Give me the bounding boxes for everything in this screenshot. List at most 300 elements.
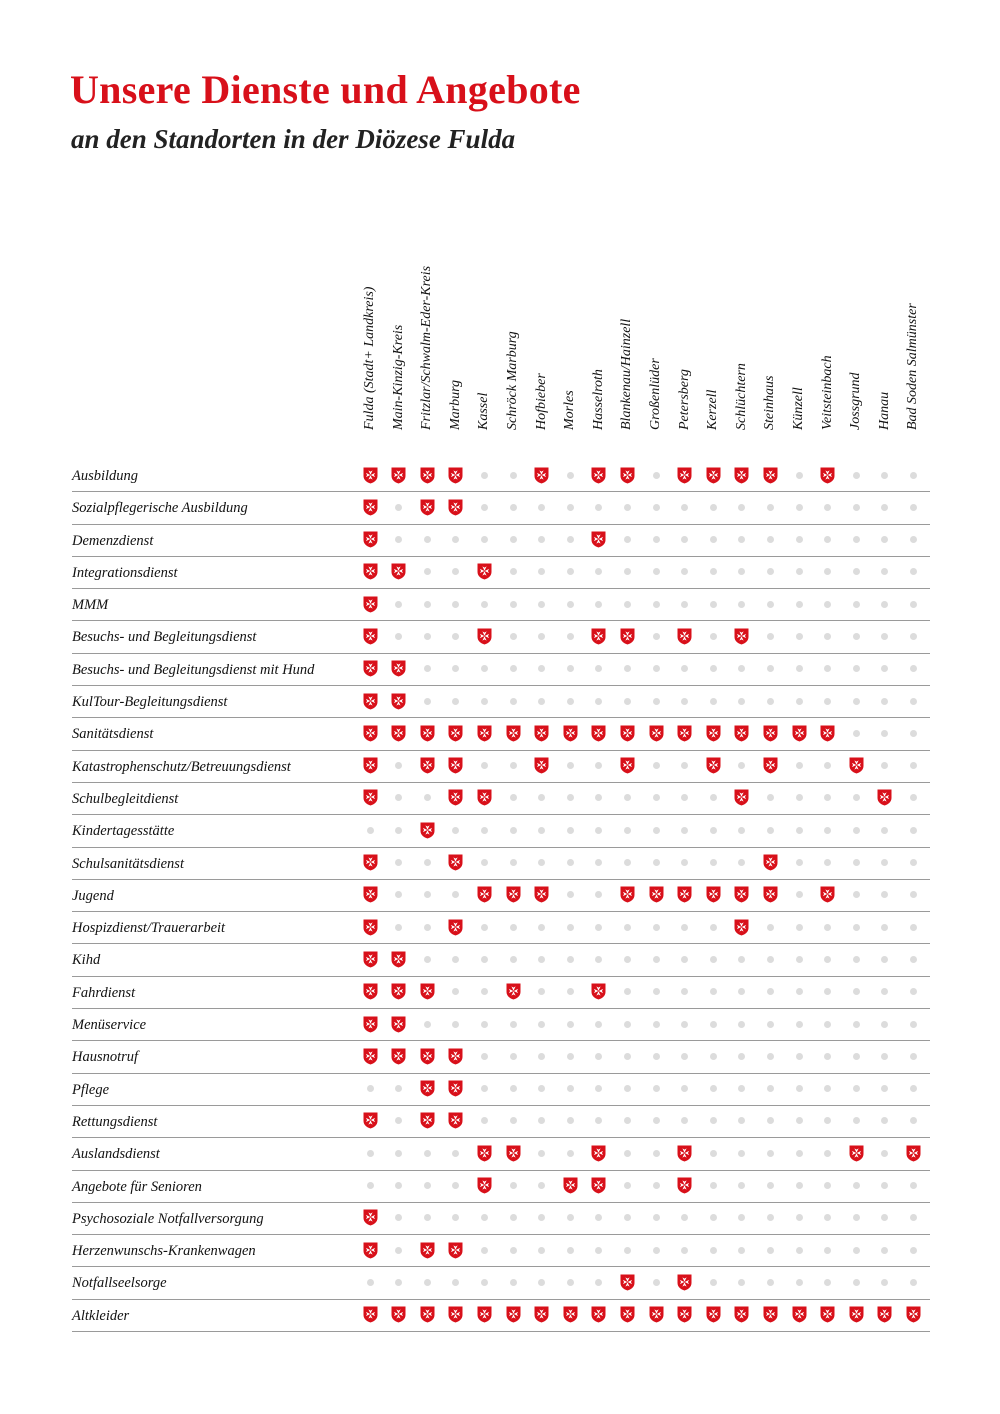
grey-dot-icon	[846, 497, 866, 517]
grey-dot-icon	[675, 982, 695, 1002]
grey-dot-icon	[675, 562, 695, 582]
grey-dot-icon	[589, 659, 609, 679]
grey-dot-icon	[532, 1272, 552, 1292]
grey-dot-icon	[389, 1240, 409, 1260]
grey-dot-icon	[617, 1079, 637, 1099]
grey-dot-icon	[646, 788, 666, 808]
grey-dot-icon	[417, 1143, 437, 1163]
grey-dot-icon	[903, 626, 923, 646]
maltese-cross-shield-icon	[503, 885, 523, 905]
maltese-cross-shield-icon	[732, 626, 752, 646]
maltese-cross-shield-icon	[732, 1305, 752, 1325]
grey-dot-icon	[503, 530, 523, 550]
maltese-cross-shield-icon	[360, 723, 380, 743]
grey-dot-icon	[675, 1240, 695, 1260]
grey-dot-icon	[503, 1240, 523, 1260]
maltese-cross-shield-icon	[417, 756, 437, 776]
grey-dot-icon	[646, 1079, 666, 1099]
service-label: Fahrdienst	[72, 984, 136, 1001]
maltese-cross-shield-icon	[760, 1305, 780, 1325]
maltese-cross-shield-icon	[789, 723, 809, 743]
grey-dot-icon	[789, 917, 809, 937]
grey-dot-icon	[903, 594, 923, 614]
grey-dot-icon	[532, 917, 552, 937]
maltese-cross-shield-icon	[474, 1143, 494, 1163]
grey-dot-icon	[389, 1079, 409, 1099]
grey-dot-icon	[818, 982, 838, 1002]
service-label: MMM	[72, 597, 109, 614]
services-table	[72, 460, 930, 1332]
grey-dot-icon	[646, 853, 666, 873]
service-label: Besuchs- und Begleitungsdienst	[72, 629, 257, 646]
grey-dot-icon	[417, 1208, 437, 1228]
grey-dot-icon	[846, 626, 866, 646]
grey-dot-icon	[703, 949, 723, 969]
maltese-cross-shield-icon	[675, 723, 695, 743]
maltese-cross-shield-icon	[560, 723, 580, 743]
grey-dot-icon	[617, 497, 637, 517]
grey-dot-icon	[818, 1240, 838, 1260]
grey-dot-icon	[732, 659, 752, 679]
grey-dot-icon	[617, 594, 637, 614]
maltese-cross-shield-icon	[903, 1305, 923, 1325]
column-header: Kassel	[476, 392, 492, 430]
grey-dot-icon	[417, 853, 437, 873]
grey-dot-icon	[646, 465, 666, 485]
grey-dot-icon	[417, 917, 437, 937]
grey-dot-icon	[760, 1143, 780, 1163]
grey-dot-icon	[532, 1079, 552, 1099]
grey-dot-icon	[903, 1176, 923, 1196]
maltese-cross-shield-icon	[846, 1143, 866, 1163]
grey-dot-icon	[646, 1208, 666, 1228]
maltese-cross-shield-icon	[732, 885, 752, 905]
grey-dot-icon	[646, 1111, 666, 1131]
column-header: Main-Kinzig-Kreis	[390, 324, 406, 430]
grey-dot-icon	[589, 1208, 609, 1228]
maltese-cross-shield-icon	[589, 723, 609, 743]
page-title: Unsere Dienste und Angebote	[70, 67, 581, 112]
grey-dot-icon	[789, 756, 809, 776]
grey-dot-icon	[760, 917, 780, 937]
grey-dot-icon	[646, 1143, 666, 1163]
grey-dot-icon	[789, 982, 809, 1002]
grey-dot-icon	[703, 1014, 723, 1034]
grey-dot-icon	[560, 917, 580, 937]
grey-dot-icon	[532, 594, 552, 614]
grey-dot-icon	[789, 885, 809, 905]
maltese-cross-shield-icon	[446, 1240, 466, 1260]
grey-dot-icon	[846, 691, 866, 711]
grey-dot-icon	[617, 788, 637, 808]
grey-dot-icon	[760, 1111, 780, 1131]
grey-dot-icon	[818, 917, 838, 937]
maltese-cross-shield-icon	[589, 982, 609, 1002]
maltese-cross-shield-icon	[360, 917, 380, 937]
column-header: Blankenau/Hainzell	[619, 318, 635, 430]
grey-dot-icon	[446, 1176, 466, 1196]
grey-dot-icon	[646, 659, 666, 679]
grey-dot-icon	[474, 1272, 494, 1292]
grey-dot-icon	[703, 562, 723, 582]
grey-dot-icon	[875, 1111, 895, 1131]
grey-dot-icon	[389, 594, 409, 614]
maltese-cross-shield-icon	[417, 497, 437, 517]
maltese-cross-shield-icon	[617, 885, 637, 905]
grey-dot-icon	[703, 1240, 723, 1260]
maltese-cross-shield-icon	[446, 917, 466, 937]
grey-dot-icon	[589, 949, 609, 969]
grey-dot-icon	[560, 1143, 580, 1163]
grey-dot-icon	[903, 949, 923, 969]
maltese-cross-shield-icon	[417, 1240, 437, 1260]
grey-dot-icon	[846, 885, 866, 905]
grey-dot-icon	[560, 497, 580, 517]
grey-dot-icon	[675, 594, 695, 614]
grey-dot-icon	[360, 1079, 380, 1099]
maltese-cross-shield-icon	[446, 723, 466, 743]
grey-dot-icon	[903, 1240, 923, 1260]
grey-dot-icon	[675, 1208, 695, 1228]
table-row	[72, 1235, 930, 1267]
maltese-cross-shield-icon	[360, 1111, 380, 1131]
grey-dot-icon	[875, 949, 895, 969]
service-label: Rettungsdienst	[72, 1113, 158, 1130]
grey-dot-icon	[818, 1046, 838, 1066]
maltese-cross-shield-icon	[446, 1046, 466, 1066]
grey-dot-icon	[360, 1176, 380, 1196]
grey-dot-icon	[732, 1079, 752, 1099]
grey-dot-icon	[703, 853, 723, 873]
grey-dot-icon	[532, 820, 552, 840]
grey-dot-icon	[389, 530, 409, 550]
grey-dot-icon	[560, 1046, 580, 1066]
maltese-cross-shield-icon	[360, 885, 380, 905]
maltese-cross-shield-icon	[446, 465, 466, 485]
maltese-cross-shield-icon	[589, 1176, 609, 1196]
maltese-cross-shield-icon	[846, 1305, 866, 1325]
grey-dot-icon	[789, 594, 809, 614]
grey-dot-icon	[589, 1272, 609, 1292]
grey-dot-icon	[818, 1111, 838, 1131]
maltese-cross-shield-icon	[732, 465, 752, 485]
grey-dot-icon	[646, 594, 666, 614]
grey-dot-icon	[646, 1014, 666, 1034]
grey-dot-icon	[560, 1111, 580, 1131]
grey-dot-icon	[875, 659, 895, 679]
maltese-cross-shield-icon	[360, 691, 380, 711]
grey-dot-icon	[560, 594, 580, 614]
maltese-cross-shield-icon	[818, 1305, 838, 1325]
grey-dot-icon	[389, 788, 409, 808]
grey-dot-icon	[875, 982, 895, 1002]
grey-dot-icon	[818, 497, 838, 517]
grey-dot-icon	[760, 1176, 780, 1196]
grey-dot-icon	[818, 1176, 838, 1196]
maltese-cross-shield-icon	[360, 1208, 380, 1228]
grey-dot-icon	[760, 1240, 780, 1260]
grey-dot-icon	[474, 1208, 494, 1228]
grey-dot-icon	[560, 788, 580, 808]
grey-dot-icon	[789, 562, 809, 582]
grey-dot-icon	[389, 497, 409, 517]
column-header: Großenlüder	[648, 358, 663, 430]
maltese-cross-shield-icon	[617, 1305, 637, 1325]
maltese-cross-shield-icon	[760, 885, 780, 905]
grey-dot-icon	[760, 1014, 780, 1034]
grey-dot-icon	[446, 626, 466, 646]
grey-dot-icon	[560, 1208, 580, 1228]
grey-dot-icon	[875, 626, 895, 646]
grey-dot-icon	[675, 949, 695, 969]
maltese-cross-shield-icon	[389, 1305, 409, 1325]
grey-dot-icon	[846, 949, 866, 969]
maltese-cross-shield-icon	[360, 659, 380, 679]
grey-dot-icon	[875, 820, 895, 840]
grey-dot-icon	[474, 691, 494, 711]
table-row	[72, 1267, 930, 1299]
grey-dot-icon	[760, 982, 780, 1002]
grey-dot-icon	[875, 465, 895, 485]
maltese-cross-shield-icon	[846, 756, 866, 776]
grey-dot-icon	[617, 659, 637, 679]
grey-dot-icon	[389, 820, 409, 840]
grey-dot-icon	[760, 1272, 780, 1292]
grey-dot-icon	[903, 1014, 923, 1034]
grey-dot-icon	[560, 820, 580, 840]
table-row	[72, 1300, 930, 1332]
grey-dot-icon	[675, 530, 695, 550]
grey-dot-icon	[503, 659, 523, 679]
grey-dot-icon	[503, 788, 523, 808]
grey-dot-icon	[903, 917, 923, 937]
grey-dot-icon	[417, 659, 437, 679]
grey-dot-icon	[818, 1272, 838, 1292]
maltese-cross-shield-icon	[417, 465, 437, 485]
grey-dot-icon	[818, 820, 838, 840]
maltese-cross-shield-icon	[589, 530, 609, 550]
service-label: Demenzdienst	[72, 532, 154, 549]
table-row	[72, 1009, 930, 1041]
grey-dot-icon	[389, 853, 409, 873]
grey-dot-icon	[589, 756, 609, 776]
maltese-cross-shield-icon	[389, 465, 409, 485]
grey-dot-icon	[474, 1111, 494, 1131]
maltese-cross-shield-icon	[474, 626, 494, 646]
grey-dot-icon	[875, 917, 895, 937]
grey-dot-icon	[560, 1079, 580, 1099]
grey-dot-icon	[789, 788, 809, 808]
grey-dot-icon	[818, 691, 838, 711]
maltese-cross-shield-icon	[474, 1176, 494, 1196]
grey-dot-icon	[903, 853, 923, 873]
service-label: Angebote für Senioren	[72, 1178, 202, 1195]
maltese-cross-shield-icon	[446, 1305, 466, 1325]
grey-dot-icon	[617, 949, 637, 969]
grey-dot-icon	[446, 1014, 466, 1034]
grey-dot-icon	[846, 1014, 866, 1034]
maltese-cross-shield-icon	[474, 562, 494, 582]
grey-dot-icon	[446, 1208, 466, 1228]
grey-dot-icon	[818, 1143, 838, 1163]
grey-dot-icon	[846, 1046, 866, 1066]
grey-dot-icon	[617, 1208, 637, 1228]
grey-dot-icon	[589, 820, 609, 840]
grey-dot-icon	[446, 562, 466, 582]
grey-dot-icon	[417, 530, 437, 550]
grey-dot-icon	[875, 1240, 895, 1260]
column-header: Kerzell	[705, 389, 721, 430]
grey-dot-icon	[389, 885, 409, 905]
table-row	[72, 621, 930, 653]
maltese-cross-shield-icon	[389, 659, 409, 679]
column-header: Schröck Marburg	[505, 331, 520, 430]
service-label: Auslandsdienst	[72, 1146, 160, 1163]
grey-dot-icon	[760, 497, 780, 517]
maltese-cross-shield-icon	[474, 788, 494, 808]
maltese-cross-shield-icon	[617, 723, 637, 743]
grey-dot-icon	[789, 1046, 809, 1066]
grey-dot-icon	[617, 691, 637, 711]
grey-dot-icon	[389, 1208, 409, 1228]
grey-dot-icon	[675, 1046, 695, 1066]
maltese-cross-shield-icon	[560, 1305, 580, 1325]
grey-dot-icon	[760, 626, 780, 646]
grey-dot-icon	[818, 788, 838, 808]
grey-dot-icon	[532, 1014, 552, 1034]
grey-dot-icon	[732, 1014, 752, 1034]
maltese-cross-shield-icon	[675, 885, 695, 905]
grey-dot-icon	[703, 788, 723, 808]
grey-dot-icon	[446, 659, 466, 679]
grey-dot-icon	[589, 562, 609, 582]
grey-dot-icon	[760, 659, 780, 679]
grey-dot-icon	[846, 530, 866, 550]
grey-dot-icon	[446, 530, 466, 550]
grey-dot-icon	[732, 1111, 752, 1131]
grey-dot-icon	[532, 1046, 552, 1066]
maltese-cross-shield-icon	[474, 723, 494, 743]
maltese-cross-shield-icon	[360, 1240, 380, 1260]
grey-dot-icon	[560, 530, 580, 550]
grey-dot-icon	[703, 982, 723, 1002]
service-label: Katastrophenschutz/Betreuungsdienst	[72, 758, 291, 775]
grey-dot-icon	[417, 949, 437, 969]
maltese-cross-shield-icon	[389, 1046, 409, 1066]
grey-dot-icon	[474, 594, 494, 614]
grey-dot-icon	[703, 497, 723, 517]
grey-dot-icon	[417, 788, 437, 808]
grey-dot-icon	[646, 1240, 666, 1260]
table-row	[72, 718, 930, 750]
grey-dot-icon	[903, 562, 923, 582]
maltese-cross-shield-icon	[360, 1305, 380, 1325]
grey-dot-icon	[646, 917, 666, 937]
maltese-cross-shield-icon	[503, 982, 523, 1002]
grey-dot-icon	[560, 1014, 580, 1034]
grey-dot-icon	[789, 853, 809, 873]
service-label: Besuchs- und Begleitungsdienst mit Hund	[72, 661, 315, 678]
table-row	[72, 1138, 930, 1170]
grey-dot-icon	[846, 820, 866, 840]
grey-dot-icon	[903, 465, 923, 485]
grey-dot-icon	[589, 497, 609, 517]
grey-dot-icon	[675, 1111, 695, 1131]
grey-dot-icon	[875, 885, 895, 905]
grey-dot-icon	[732, 1046, 752, 1066]
grey-dot-icon	[875, 594, 895, 614]
grey-dot-icon	[360, 1143, 380, 1163]
grey-dot-icon	[903, 1046, 923, 1066]
grey-dot-icon	[446, 1143, 466, 1163]
grey-dot-icon	[732, 691, 752, 711]
grey-dot-icon	[417, 1176, 437, 1196]
table-row	[72, 880, 930, 912]
grey-dot-icon	[703, 1079, 723, 1099]
service-label: Kindertagesstätte	[72, 823, 175, 840]
grey-dot-icon	[503, 594, 523, 614]
maltese-cross-shield-icon	[675, 1305, 695, 1325]
service-label: Hausnotruf	[72, 1049, 139, 1066]
grey-dot-icon	[732, 562, 752, 582]
grey-dot-icon	[617, 1111, 637, 1131]
grey-dot-icon	[875, 497, 895, 517]
grey-dot-icon	[474, 949, 494, 969]
column-header: Hanau	[876, 391, 892, 430]
page-subtitle: an den Standorten in der Diözese Fulda	[71, 124, 516, 154]
grey-dot-icon	[617, 853, 637, 873]
grey-dot-icon	[818, 1079, 838, 1099]
grey-dot-icon	[760, 1208, 780, 1228]
maltese-cross-shield-icon	[446, 853, 466, 873]
grey-dot-icon	[617, 982, 637, 1002]
grey-dot-icon	[417, 1014, 437, 1034]
grey-dot-icon	[532, 659, 552, 679]
grey-dot-icon	[389, 1143, 409, 1163]
grey-dot-icon	[846, 1240, 866, 1260]
maltese-cross-shield-icon	[703, 1305, 723, 1325]
grey-dot-icon	[446, 885, 466, 905]
grey-dot-icon	[474, 1240, 494, 1260]
maltese-cross-shield-icon	[417, 982, 437, 1002]
grey-dot-icon	[903, 723, 923, 743]
table-row	[72, 944, 930, 976]
grey-dot-icon	[789, 465, 809, 485]
maltese-cross-shield-icon	[360, 788, 380, 808]
grey-dot-icon	[760, 691, 780, 711]
grey-dot-icon	[646, 820, 666, 840]
maltese-cross-shield-icon	[703, 723, 723, 743]
maltese-cross-shield-icon	[646, 1305, 666, 1325]
table-row	[72, 557, 930, 589]
grey-dot-icon	[818, 1014, 838, 1034]
maltese-cross-shield-icon	[417, 1079, 437, 1099]
grey-dot-icon	[732, 1176, 752, 1196]
grey-dot-icon	[846, 1111, 866, 1131]
maltese-cross-shield-icon	[389, 723, 409, 743]
maltese-cross-shield-icon	[732, 917, 752, 937]
table-row	[72, 654, 930, 686]
grey-dot-icon	[474, 1046, 494, 1066]
grey-dot-icon	[732, 982, 752, 1002]
grey-dot-icon	[532, 562, 552, 582]
maltese-cross-shield-icon	[675, 1143, 695, 1163]
grey-dot-icon	[503, 949, 523, 969]
grey-dot-icon	[818, 949, 838, 969]
grey-dot-icon	[760, 1079, 780, 1099]
grey-dot-icon	[846, 853, 866, 873]
maltese-cross-shield-icon	[417, 1046, 437, 1066]
